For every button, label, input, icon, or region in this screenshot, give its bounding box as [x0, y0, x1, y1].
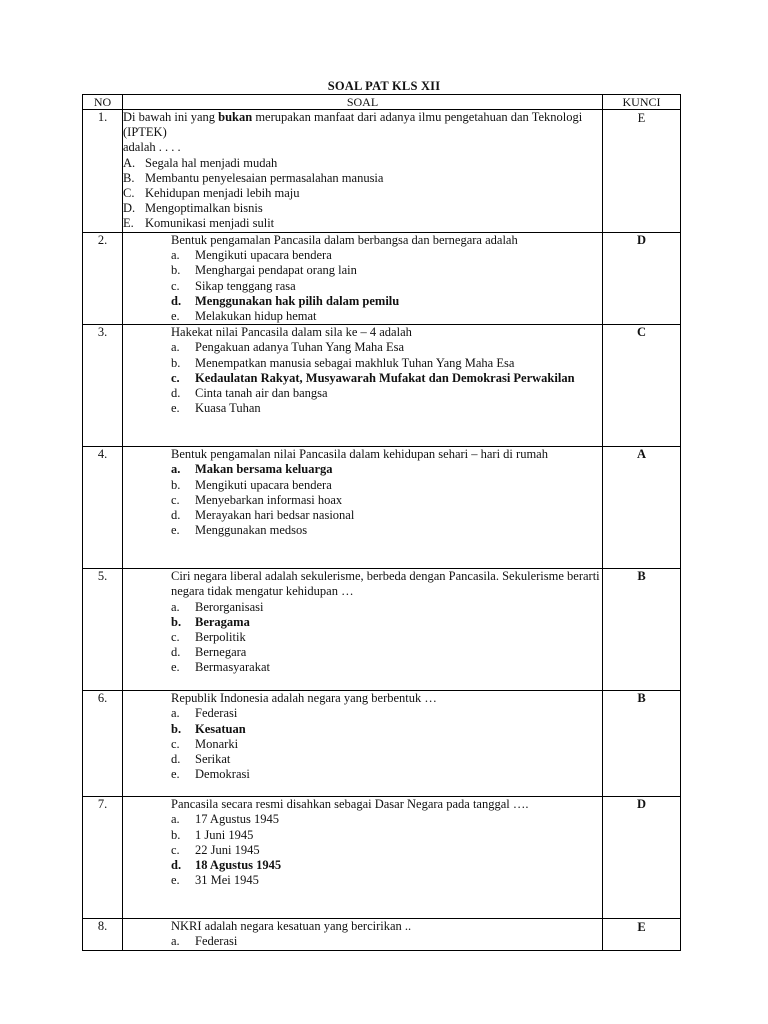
option-b: b. Menghargai pendapat orang lain: [171, 263, 357, 278]
question-body: [123, 110, 603, 233]
question-stem: NKRI adalah negara kesatuan yang bercirikan ..: [171, 919, 412, 934]
answer-key: B: [603, 569, 681, 691]
answer-key: A: [603, 447, 681, 569]
question-row: [83, 919, 681, 951]
question-body: [123, 325, 603, 447]
option-b: B. Membantu penyelesaian permasalahan manusia: [123, 170, 384, 185]
option-a: a. Pengakuan adanya Tuhan Yang Maha Esa: [171, 340, 405, 355]
option-d: d. Serikat: [171, 752, 231, 767]
question-table: [82, 94, 681, 951]
answer-key: C: [603, 325, 681, 447]
option-b: b. Menempatkan manusia sebagai makhluk Tuhan Yang Maha Esa: [171, 355, 515, 370]
question-stem: Bentuk pengamalan Pancasila dalam berbangsa dan bernegara adalah: [171, 233, 518, 247]
question-row: [83, 233, 681, 325]
question-row: [83, 691, 681, 797]
question-number: 6.: [83, 691, 123, 797]
question-stem: Pancasila secara resmi disahkan sebagai Dasar Negara pada tanggal ….: [171, 797, 529, 812]
answer-key: D: [603, 797, 681, 919]
option-a: a. Federasi: [171, 706, 238, 721]
question-stem: Bentuk pengamalan nilai Pancasila dalam kehidupan sehari – hari di rumah: [171, 447, 548, 462]
question-row: [83, 569, 681, 691]
question-body: [123, 447, 603, 569]
question-body: [123, 569, 603, 691]
option-c: c. Monarki: [171, 736, 239, 751]
question-body: [123, 233, 603, 325]
question-stem-line: adalah . . . .: [123, 140, 181, 155]
option-e: e. Bermasyarakat: [171, 660, 270, 675]
option-a: A. Segala hal menjadi mudah: [123, 155, 278, 170]
header-no: NO: [83, 95, 123, 110]
question-stem: Republik Indonesia adalah negara yang berbentuk …: [171, 691, 437, 706]
option-e: e. Melakukan hidup hemat: [171, 309, 317, 324]
question-body: [123, 797, 603, 919]
option-c: C. Kehidupan menjadi lebih maju: [123, 186, 300, 201]
question-row: [83, 325, 681, 447]
option-e: E. Komunikasi menjadi sulit: [123, 216, 275, 231]
option-c: c. Menyebarkan informasi hoax: [171, 492, 343, 507]
option-d: d. Merayakan hari bedsar nasional: [171, 508, 355, 523]
option-a: a. 17 Agustus 1945: [171, 812, 280, 827]
option-c-correct: c. Kedaulatan Rakyat, Musyawarah Mufakat dan Demokrasi Perwakilan: [171, 370, 575, 385]
question-row: [83, 447, 681, 569]
question-number: 3.: [83, 325, 123, 447]
table-header-row: [83, 95, 681, 110]
option-d-correct: d. Menggunakan hak pilih dalam pemilu: [171, 293, 400, 308]
answer-key: D: [603, 233, 681, 325]
option-a: a. Mengikuti upacara bendera: [171, 248, 332, 263]
option-d: D. Mengoptimalkan bisnis: [123, 201, 263, 216]
option-d-correct: d. 18 Agustus 1945: [171, 858, 282, 873]
option-e: e. Kuasa Tuhan: [171, 401, 261, 416]
document-title: SOAL PAT KLS XII: [327, 79, 441, 93]
option-e: e. Menggunakan medsos: [171, 523, 308, 538]
question-number: 5.: [83, 569, 123, 691]
option-a: a. Berorganisasi: [171, 599, 264, 614]
question-stem: Hakekat nilai Pancasila dalam sila ke – 4 adalah: [171, 325, 412, 340]
question-number: 8.: [83, 919, 123, 951]
question-row: [83, 797, 681, 919]
question-body: [123, 691, 603, 797]
answer-key: E: [603, 110, 681, 233]
question-number: 4.: [83, 447, 123, 569]
option-d: d. Bernegara: [171, 645, 247, 660]
answer-key: E: [603, 919, 681, 951]
emphasis-word: bukan: [218, 110, 253, 124]
option-c: c. Sikap tenggang rasa: [171, 278, 296, 293]
option-c: c. Berpolitik: [171, 630, 246, 645]
option-b: b. Mengikuti upacara bendera: [171, 477, 332, 492]
option-e: e. 31 Mei 1945: [171, 873, 259, 888]
question-number: 1.: [83, 110, 123, 233]
header-kunci: KUNCI: [603, 95, 681, 110]
option-e: e. Demokrasi: [171, 767, 250, 782]
question-stem: Ciri negara liberal adalah sekulerisme, berbeda dengan Pancasila. Sekulerisme berarti negara tidak mengatur kehidupan …: [171, 569, 600, 599]
question-row: [83, 110, 681, 233]
answer-key: B: [603, 691, 681, 797]
option-b-correct: b. Beragama: [171, 614, 250, 629]
option-a-correct: a. Makan bersama keluarga: [171, 462, 333, 477]
question-number: 2.: [83, 233, 123, 325]
option-b: b. 1 Juni 1945: [171, 827, 254, 842]
header-soal: SOAL: [123, 95, 603, 110]
option-a: a. Federasi: [171, 934, 238, 949]
question-number: 7.: [83, 797, 123, 919]
option-d: d. Cinta tanah air dan bangsa: [171, 386, 328, 401]
option-b-correct: b. Kesatuan: [171, 721, 246, 736]
question-body: [123, 919, 603, 951]
question-stem: Di bawah ini yang bukan merupakan manfaat dari adanya ilmu pengetahuan dan Teknologi (IPTEK): [123, 110, 583, 140]
option-c: c. 22 Juni 1945: [171, 842, 260, 857]
